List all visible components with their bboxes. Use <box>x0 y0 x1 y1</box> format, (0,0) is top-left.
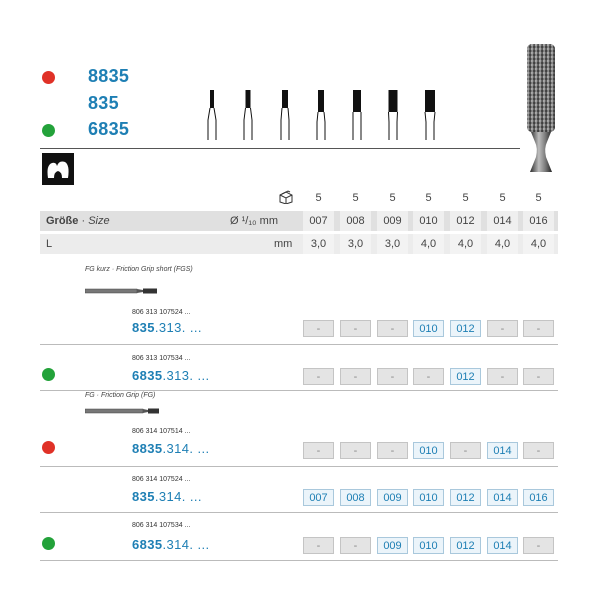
length-cell: 4,0 <box>487 234 518 254</box>
green-dot <box>42 368 55 381</box>
value-cell: - <box>340 537 371 554</box>
value-cell: - <box>303 442 334 459</box>
value-cell: - <box>303 537 334 554</box>
size-unit: Ø ¹/₁₀ mm <box>230 215 278 227</box>
value-cell: 012 <box>450 537 481 554</box>
value-cell: - <box>303 320 334 337</box>
red-dot <box>42 71 55 84</box>
value-cell: 009 <box>377 489 408 506</box>
green-dot <box>42 124 55 137</box>
value-cell: - <box>377 320 408 337</box>
cylinder-shape-icon <box>42 153 74 185</box>
value-cell: - <box>487 320 518 337</box>
article-number: 806 314 107524 ... <box>132 476 191 483</box>
row-divider <box>40 344 558 345</box>
article-number: 806 313 107534 ... <box>132 355 191 362</box>
row-divider <box>40 512 558 513</box>
value-cell: 014 <box>487 442 518 459</box>
pack-cell: 5 <box>450 190 481 207</box>
article-number: 806 314 107514 ... <box>132 428 191 435</box>
product-code: 835.313. ... <box>132 320 202 335</box>
pack-cell: 5 <box>303 190 334 207</box>
value-cell: 012 <box>450 368 481 385</box>
row-divider <box>40 560 558 561</box>
value-cell: 009 <box>377 537 408 554</box>
size-silhouette-icon <box>350 90 364 140</box>
row-divider <box>40 466 558 467</box>
product-code: 835.314. ... <box>132 489 202 504</box>
value-cell: - <box>487 368 518 385</box>
model-8835: 8835 <box>88 66 130 86</box>
pack-cell: 5 <box>413 190 444 207</box>
value-cell: - <box>340 368 371 385</box>
model-6835: 6835 <box>88 119 130 139</box>
value-cell: - <box>523 442 554 459</box>
value-cell: 012 <box>450 489 481 506</box>
length-label: L <box>46 238 53 250</box>
shank-icon <box>85 406 160 416</box>
value-cell: - <box>523 537 554 554</box>
value-cell: 008 <box>340 489 371 506</box>
length-cell: 3,0 <box>377 234 408 254</box>
value-cell: - <box>340 320 371 337</box>
length-cell: 3,0 <box>340 234 371 254</box>
size-cell: 016 <box>523 211 554 231</box>
article-number: 806 313 107524 ... <box>132 309 191 316</box>
product-code: 8835.314. ... <box>132 441 210 456</box>
size-label: Größe · Size <box>46 215 110 227</box>
value-cell: 010 <box>413 537 444 554</box>
value-cell: 007 <box>303 489 334 506</box>
value-cell: 010 <box>413 489 444 506</box>
pack-cell: 5 <box>340 190 371 207</box>
group-caption-fg: FG · Friction Grip (FG) <box>85 392 156 399</box>
value-cell: 014 <box>487 537 518 554</box>
value-cell: - <box>450 442 481 459</box>
size-silhouette-icon <box>205 90 219 140</box>
size-cell: 008 <box>340 211 371 231</box>
header-divider <box>40 148 520 149</box>
value-cell: - <box>303 368 334 385</box>
green-dot <box>42 537 55 550</box>
burr-image <box>518 42 570 172</box>
shank-icon <box>85 286 160 296</box>
value-cell: - <box>523 320 554 337</box>
size-silhouette-icon <box>241 90 255 140</box>
size-silhouette-icon <box>314 90 328 140</box>
value-cell: 014 <box>487 489 518 506</box>
length-cell: 4,0 <box>523 234 554 254</box>
value-cell: - <box>413 368 444 385</box>
size-silhouette-icon <box>278 90 292 140</box>
article-number: 806 314 107534 ... <box>132 522 191 529</box>
size-cell: 009 <box>377 211 408 231</box>
size-silhouette-icon <box>386 90 400 140</box>
length-cell: 4,0 <box>450 234 481 254</box>
size-cell: 007 <box>303 211 334 231</box>
red-dot <box>42 441 55 454</box>
value-cell: - <box>340 442 371 459</box>
value-cell: - <box>377 368 408 385</box>
pack-cell: 5 <box>377 190 408 207</box>
product-code: 6835.314. ... <box>132 537 210 552</box>
value-cell: - <box>377 442 408 459</box>
row-divider <box>40 390 558 391</box>
size-cell: 014 <box>487 211 518 231</box>
pack-cell: 5 <box>523 190 554 207</box>
package-icon <box>278 190 294 204</box>
value-cell: - <box>523 368 554 385</box>
size-cell: 010 <box>413 211 444 231</box>
value-cell: 010 <box>413 442 444 459</box>
group-caption-fgs: FG kurz · Friction Grip short (FGS) <box>85 266 193 273</box>
length-unit: mm <box>274 238 293 250</box>
value-cell: 010 <box>413 320 444 337</box>
length-cell: 3,0 <box>303 234 334 254</box>
length-cell: 4,0 <box>413 234 444 254</box>
size-cell: 012 <box>450 211 481 231</box>
value-cell: 016 <box>523 489 554 506</box>
size-silhouette-icon <box>423 90 437 140</box>
model-835: 835 <box>88 93 119 113</box>
product-code: 6835.313. ... <box>132 368 210 383</box>
value-cell: 012 <box>450 320 481 337</box>
pack-cell: 5 <box>487 190 518 207</box>
